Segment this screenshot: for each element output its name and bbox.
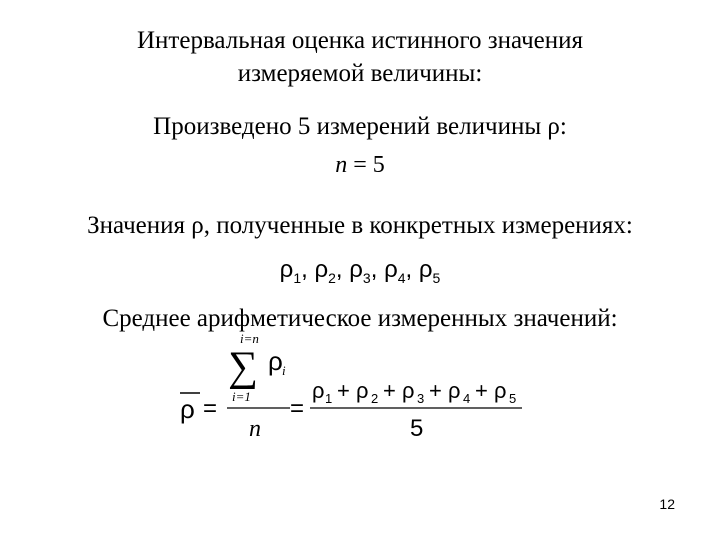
slide-title-line-2: измеряемой величины:: [237, 60, 483, 87]
measured-values-text: Значения ρ, полученные в конкретных измерениях:: [87, 212, 633, 239]
svg-text:ρ: ρ: [312, 378, 325, 403]
measurements-count-text: Произведено 5 измерений величины ρ:: [153, 113, 567, 140]
sum-term-index: i: [282, 363, 286, 378]
n-equals-formula: [0, 151, 720, 179]
formula-equals-2: =: [290, 395, 305, 422]
rho-2: $\rho_2$: [314, 256, 336, 286]
arithmetic-mean-text: Среднее арифметическое измеренных значений:: [102, 305, 618, 332]
rho-5: $\rho_5$: [418, 256, 441, 286]
n-symbol: n: [335, 152, 348, 178]
sum-lower-limit: i=1: [232, 389, 251, 404]
svg-text:+ ρ: + ρ: [337, 378, 369, 403]
slide-title-line-1: Интервальная оценка истинного значения: [136, 27, 583, 54]
mean-formula: [170, 330, 550, 450]
svg-text:+ ρ: + ρ: [383, 378, 415, 403]
sum-symbol: ∑: [228, 344, 258, 390]
sum-term-rho: ρ: [268, 346, 283, 376]
svg-text:1: 1: [325, 391, 333, 406]
rho-values-list: $\rho_1$, $\rho_2$, $\rho_3$, $\rho_4$, $\rho_5$: [279, 256, 441, 286]
sum-upper-limit: i=n: [240, 331, 259, 346]
rho-1: $\rho_1$: [279, 256, 302, 286]
denominator-5: 5: [410, 415, 424, 442]
rho-bar: ρ: [180, 394, 195, 424]
formula-equals-1: =: [203, 395, 218, 422]
slide-title: [0, 24, 720, 90]
numerator-sum: [312, 378, 516, 406]
svg-text:2: 2: [371, 391, 379, 406]
rho-4: $\rho_4$: [384, 256, 406, 286]
svg-text:5: 5: [509, 391, 517, 406]
svg-text:4: 4: [463, 391, 471, 406]
rho-3: $\rho_3$: [349, 256, 371, 286]
page-number: 12: [659, 496, 675, 512]
svg-text:+ ρ: + ρ: [429, 378, 461, 403]
svg-text:3: 3: [417, 391, 425, 406]
n-value: = 5: [353, 152, 385, 178]
denominator-n: n: [249, 416, 261, 442]
svg-text:+ ρ: + ρ: [475, 378, 507, 403]
